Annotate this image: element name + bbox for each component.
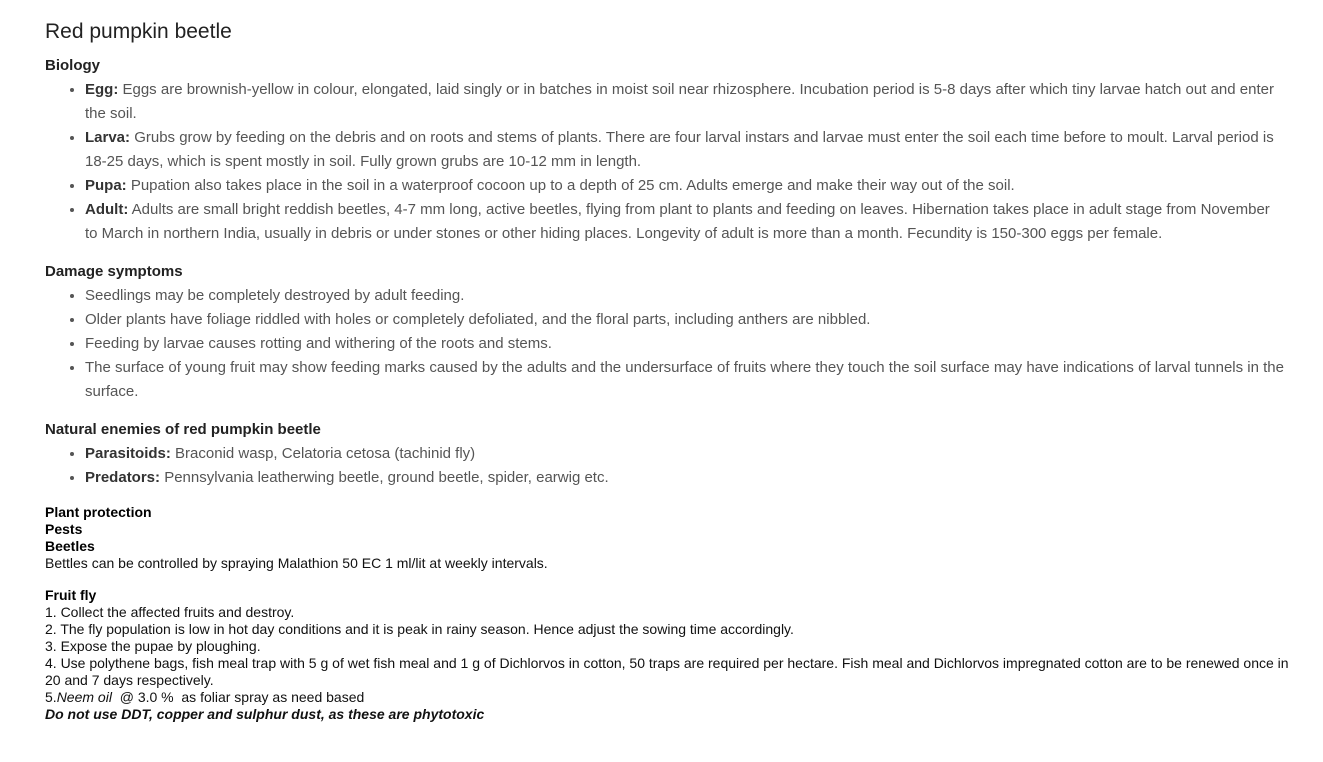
damage-list [45, 284, 1295, 404]
biology-heading: Biology [45, 57, 100, 74]
list-item-larva [85, 126, 1295, 174]
biology-list [45, 78, 1295, 246]
beetles-heading: Beetles [45, 538, 95, 554]
line-rest: @ 3.0 % as foliar spray as need based [111, 689, 365, 705]
list-item-adult [85, 198, 1295, 246]
list-item: • The surface of young fruit may show feeding marks caused by the adults and the undersurface of fruits where they touch the soil surface may have indications of larval tunnels in the surface. [85, 356, 1295, 404]
beetles-text: Bettles can be controlled by spraying Malathion 50 EC 1 ml/lit at weekly intervals. [45, 555, 548, 571]
fruitfly-heading: Fruit fly [45, 587, 97, 603]
list-item-predators [85, 466, 1295, 490]
enemies-heading: Natural enemies of red pumpkin beetle [45, 421, 321, 438]
neem-oil-text: Neem oil [56, 689, 112, 705]
fruitfly-line: 2. The fly population is low in hot day conditions and it is peak in rainy season. Hence adjust the sowing time accordingly. [45, 621, 794, 637]
item-text: Grubs grow by feeding on the debris and on roots and stems of plants. There are four larval instars and larvae must enter the soil each time before to moult. Larval period is 18-25 days, which is spent mostly in soil. Fully grown grubs are 10-12 mm in length. [85, 129, 1274, 170]
item-label: Egg: [85, 81, 119, 98]
fruitfly-line: 3. Expose the pupae by ploughing. [45, 638, 261, 654]
biology-section [45, 56, 1295, 246]
page-title: Red pumpkin beetle [45, 20, 232, 43]
enemies-list [45, 442, 1295, 490]
list-item: • Feeding by larvae causes rotting and withering of the roots and stems. [85, 332, 1295, 356]
item-label: Pupa: [85, 177, 127, 194]
item-label: Predators: [85, 469, 161, 486]
item-text: Pupation also takes place in the soil in a waterproof cocoon up to a depth of 25 cm. Adults emerge and make their way out of the soil. [126, 177, 1015, 194]
item-label: Larva: [85, 129, 131, 146]
item-text: Eggs are brownish-yellow in colour, elongated, laid singly or in batches in moist soil near rhizosphere. Incubation period is 5-8 days after which tiny larvae hatch out and enter the soil. [85, 81, 1274, 122]
item-text: Braconid wasp, Celatoria cetosa (tachinid fly) [170, 445, 476, 462]
item-text: Adults are small bright reddish beetles, 4-7 mm long, active beetles, flying from plant to plants and feeding on leaves. Hibernation takes place in adult stage from November to March in northern India, usually in debris or under stones or other hiding places. Longevity of adult is more than a month. Fecundity is 150-300 eggs per female. [85, 201, 1270, 242]
list-item-parasitoids [85, 442, 1295, 466]
list-item: • Older plants have foliage riddled with holes or completely defoliated, and the floral parts, including anthers are nibbled. [85, 308, 1295, 332]
warning-text: Do not use DDT, copper and sulphur dust, as these are phytotoxic [45, 706, 485, 722]
damage-heading: Damage symptoms [45, 263, 183, 280]
list-item: • Seedlings may be completely destroyed by adult feeding. [85, 284, 1295, 308]
plant-protection-heading: Plant protection [45, 504, 152, 520]
fruitfly-line: 4. Use polythene bags, fish meal trap with 5 g of wet fish meal and 1 g of Dichlorvos in cotton, 50 traps are required per hectare. Fish meal and Dichlorvos impregnated cotton are to be renewed once in 20 and 7 days respectively. [45, 655, 1289, 688]
list-item-egg [85, 78, 1295, 126]
list-item-pupa [85, 174, 1295, 198]
enemies-section [45, 420, 1295, 490]
item-text: Pennsylvania leatherwing beetle, ground beetle, spider, earwig etc. [160, 469, 609, 486]
damage-section [45, 262, 1295, 404]
line-prefix: 5. [45, 689, 57, 705]
fruitfly-line: 1. Collect the affected fruits and destroy. [45, 604, 295, 620]
plant-protection-section [45, 504, 1295, 723]
pests-heading: Pests [45, 521, 83, 537]
item-label: Parasitoids: [85, 445, 171, 462]
item-label: Adult: [85, 201, 129, 218]
fruitfly-line-5 [45, 689, 1295, 706]
